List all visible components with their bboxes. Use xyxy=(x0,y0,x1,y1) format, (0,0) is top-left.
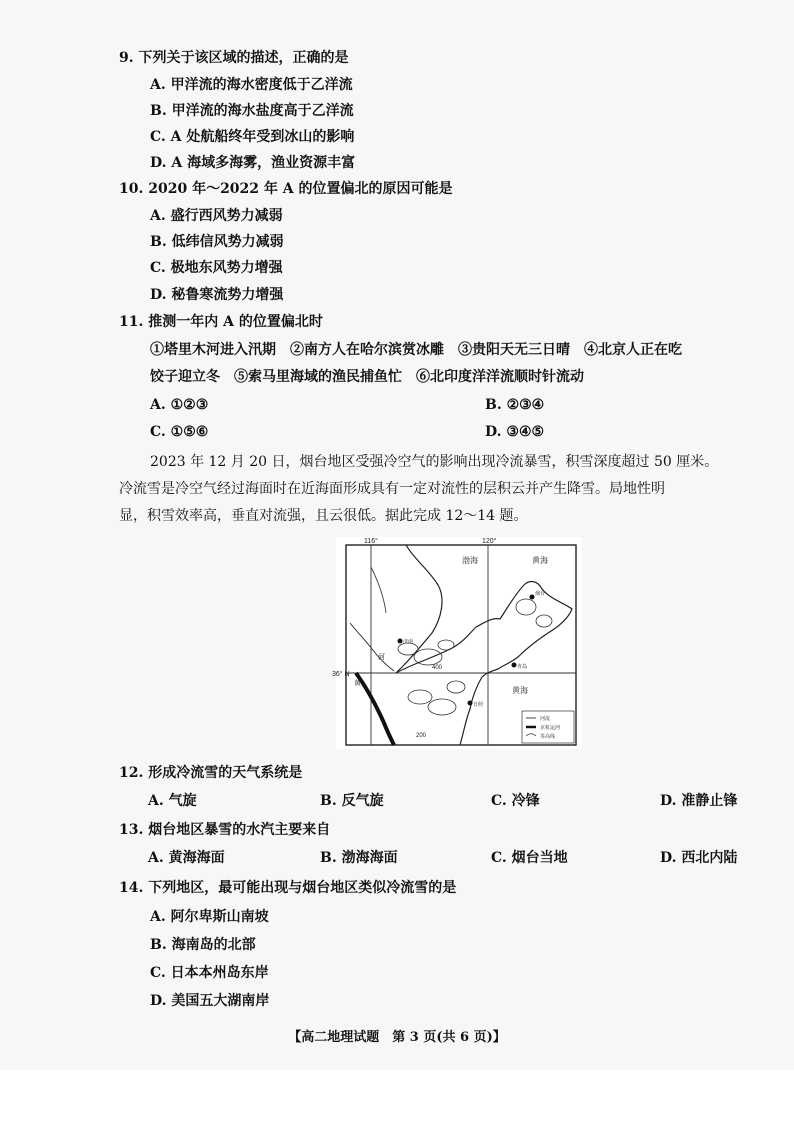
sea-huanghai-north: 黄海 xyxy=(532,556,548,565)
lon-label-120: 120° xyxy=(482,538,497,545)
sea-bohai: 渤海 xyxy=(462,556,478,565)
lat-label-36: 36° N xyxy=(332,671,350,678)
river-label-he: 河 xyxy=(378,653,385,661)
q12-option-a: A. 气旋 xyxy=(148,793,197,809)
contour-blob xyxy=(516,599,536,615)
passage-line-1: 2023 年 12 月 20 日，烟台地区受强冷空气的影响出现冷流暴雪，积雪深度超过 50 厘米。 xyxy=(150,454,719,470)
q13-option-c: C. 烟台当地 xyxy=(491,850,568,866)
q13-option-a: A. 黄海海面 xyxy=(148,850,225,866)
canal-grand xyxy=(356,673,394,745)
contour-blob xyxy=(414,649,442,665)
city-rizhao-dot xyxy=(468,701,473,706)
legend-river-label: 河流 xyxy=(540,716,551,722)
q9-option-c: C. A 处航船终年受到冰山的影响 xyxy=(150,129,355,145)
passage-line-2: 冷流雪是冷空气经过海面时在近海面形成具有一定对流性的层积云并产生降雪。局地性明 xyxy=(119,481,665,497)
q14-option-a: A. 阿尔卑斯山南坡 xyxy=(150,909,269,925)
q11-statements-line1: ①塔里木河进入汛期 ②南方人在哈尔滨赏冰雕 ③贵阳天无三日晴 ④北京人正在吃 xyxy=(150,342,682,358)
q10-option-c: C. 极地东风势力增强 xyxy=(150,260,283,276)
contour-400-label: 400 xyxy=(432,665,443,671)
shandong-map xyxy=(332,537,582,749)
q10-stem: 10. 2020 年～2022 年 A 的位置偏北的原因可能是 xyxy=(119,181,453,197)
contour-blob xyxy=(438,640,454,650)
river-label-huang: 黄 xyxy=(354,679,361,687)
river-north xyxy=(371,567,386,613)
q12-option-c: C. 冷锋 xyxy=(491,793,540,809)
city-yantai-dot xyxy=(530,595,535,600)
legend-contour-label: 等高线 xyxy=(540,734,556,740)
contour-blob xyxy=(536,615,552,627)
q13-option-d: D. 西北内陆 xyxy=(660,850,738,866)
q9-option-d: D. A 海域多海雾，渔业资源丰富 xyxy=(150,155,356,171)
sea-huanghai-south: 黄海 xyxy=(512,686,528,695)
q13-option-b: B. 渤海海面 xyxy=(320,850,398,866)
city-rizhao-label: 日照 xyxy=(473,702,484,708)
q10-option-a: A. 盛行西风势力减弱 xyxy=(150,208,283,224)
q11-option-d: D. ③④⑤ xyxy=(485,424,545,440)
city-jinan-label: 济南 xyxy=(403,639,414,645)
contour-blob xyxy=(428,699,456,715)
q11-option-b: B. ②③④ xyxy=(485,397,545,413)
city-yantai-label: 烟台 xyxy=(535,591,546,597)
contour-blob xyxy=(447,681,465,693)
q13-stem: 13. 烟台地区暴雪的水汽主要来自 xyxy=(119,822,331,838)
lon-label-116: 116° xyxy=(364,538,378,545)
city-qingdao-dot xyxy=(512,663,517,668)
q12-option-b: B. 反气旋 xyxy=(320,793,384,809)
q14-option-b: B. 海南岛的北部 xyxy=(150,937,256,953)
river-yellow xyxy=(350,623,394,671)
q11-stem: 11. 推测一年内 A 的位置偏北时 xyxy=(119,314,323,330)
q9-option-b: B. 甲洋流的海水盐度高于乙洋流 xyxy=(150,103,354,119)
q10-option-d: D. 秘鲁寒流势力增强 xyxy=(150,287,284,303)
contour-blob xyxy=(408,690,432,704)
passage-line-3: 显，积雪效率高，垂直对流强，且云很低。据此完成 12～14 题。 xyxy=(119,508,528,524)
q12-option-d: D. 准静止锋 xyxy=(660,793,738,809)
q9-stem: 9. 下列关于该区域的描述，正确的是 xyxy=(119,50,349,66)
q10-option-b: B. 低纬信风势力减弱 xyxy=(150,234,284,250)
q9-option-a: A. 甲洋流的海水密度低于乙洋流 xyxy=(150,77,353,93)
city-qingdao-label: 青岛 xyxy=(517,664,528,670)
page-footer: 【高二地理试题 第 3 页(共 6 页)】 xyxy=(288,1030,506,1045)
map-svg xyxy=(332,537,582,749)
city-jinan-dot xyxy=(398,639,403,644)
legend-canal-label: 京杭运河 xyxy=(540,725,561,731)
q14-option-d: D. 美国五大湖南岸 xyxy=(150,993,270,1009)
q12-stem: 12. 形成冷流雪的天气系统是 xyxy=(119,765,303,781)
q14-stem: 14. 下列地区，最可能出现与烟台地区类似冷流雪的是 xyxy=(119,880,457,896)
contour-200-label: 200 xyxy=(416,733,427,739)
q11-statements-line2: 饺子迎立冬 ⑤索马里海域的渔民捕鱼忙 ⑥北印度洋洋流顺时针流动 xyxy=(150,369,584,385)
q11-option-a: A. ①②③ xyxy=(150,397,209,413)
q14-option-c: C. 日本本州岛东岸 xyxy=(150,965,269,981)
q11-option-c: C. ①⑤⑥ xyxy=(150,424,209,440)
